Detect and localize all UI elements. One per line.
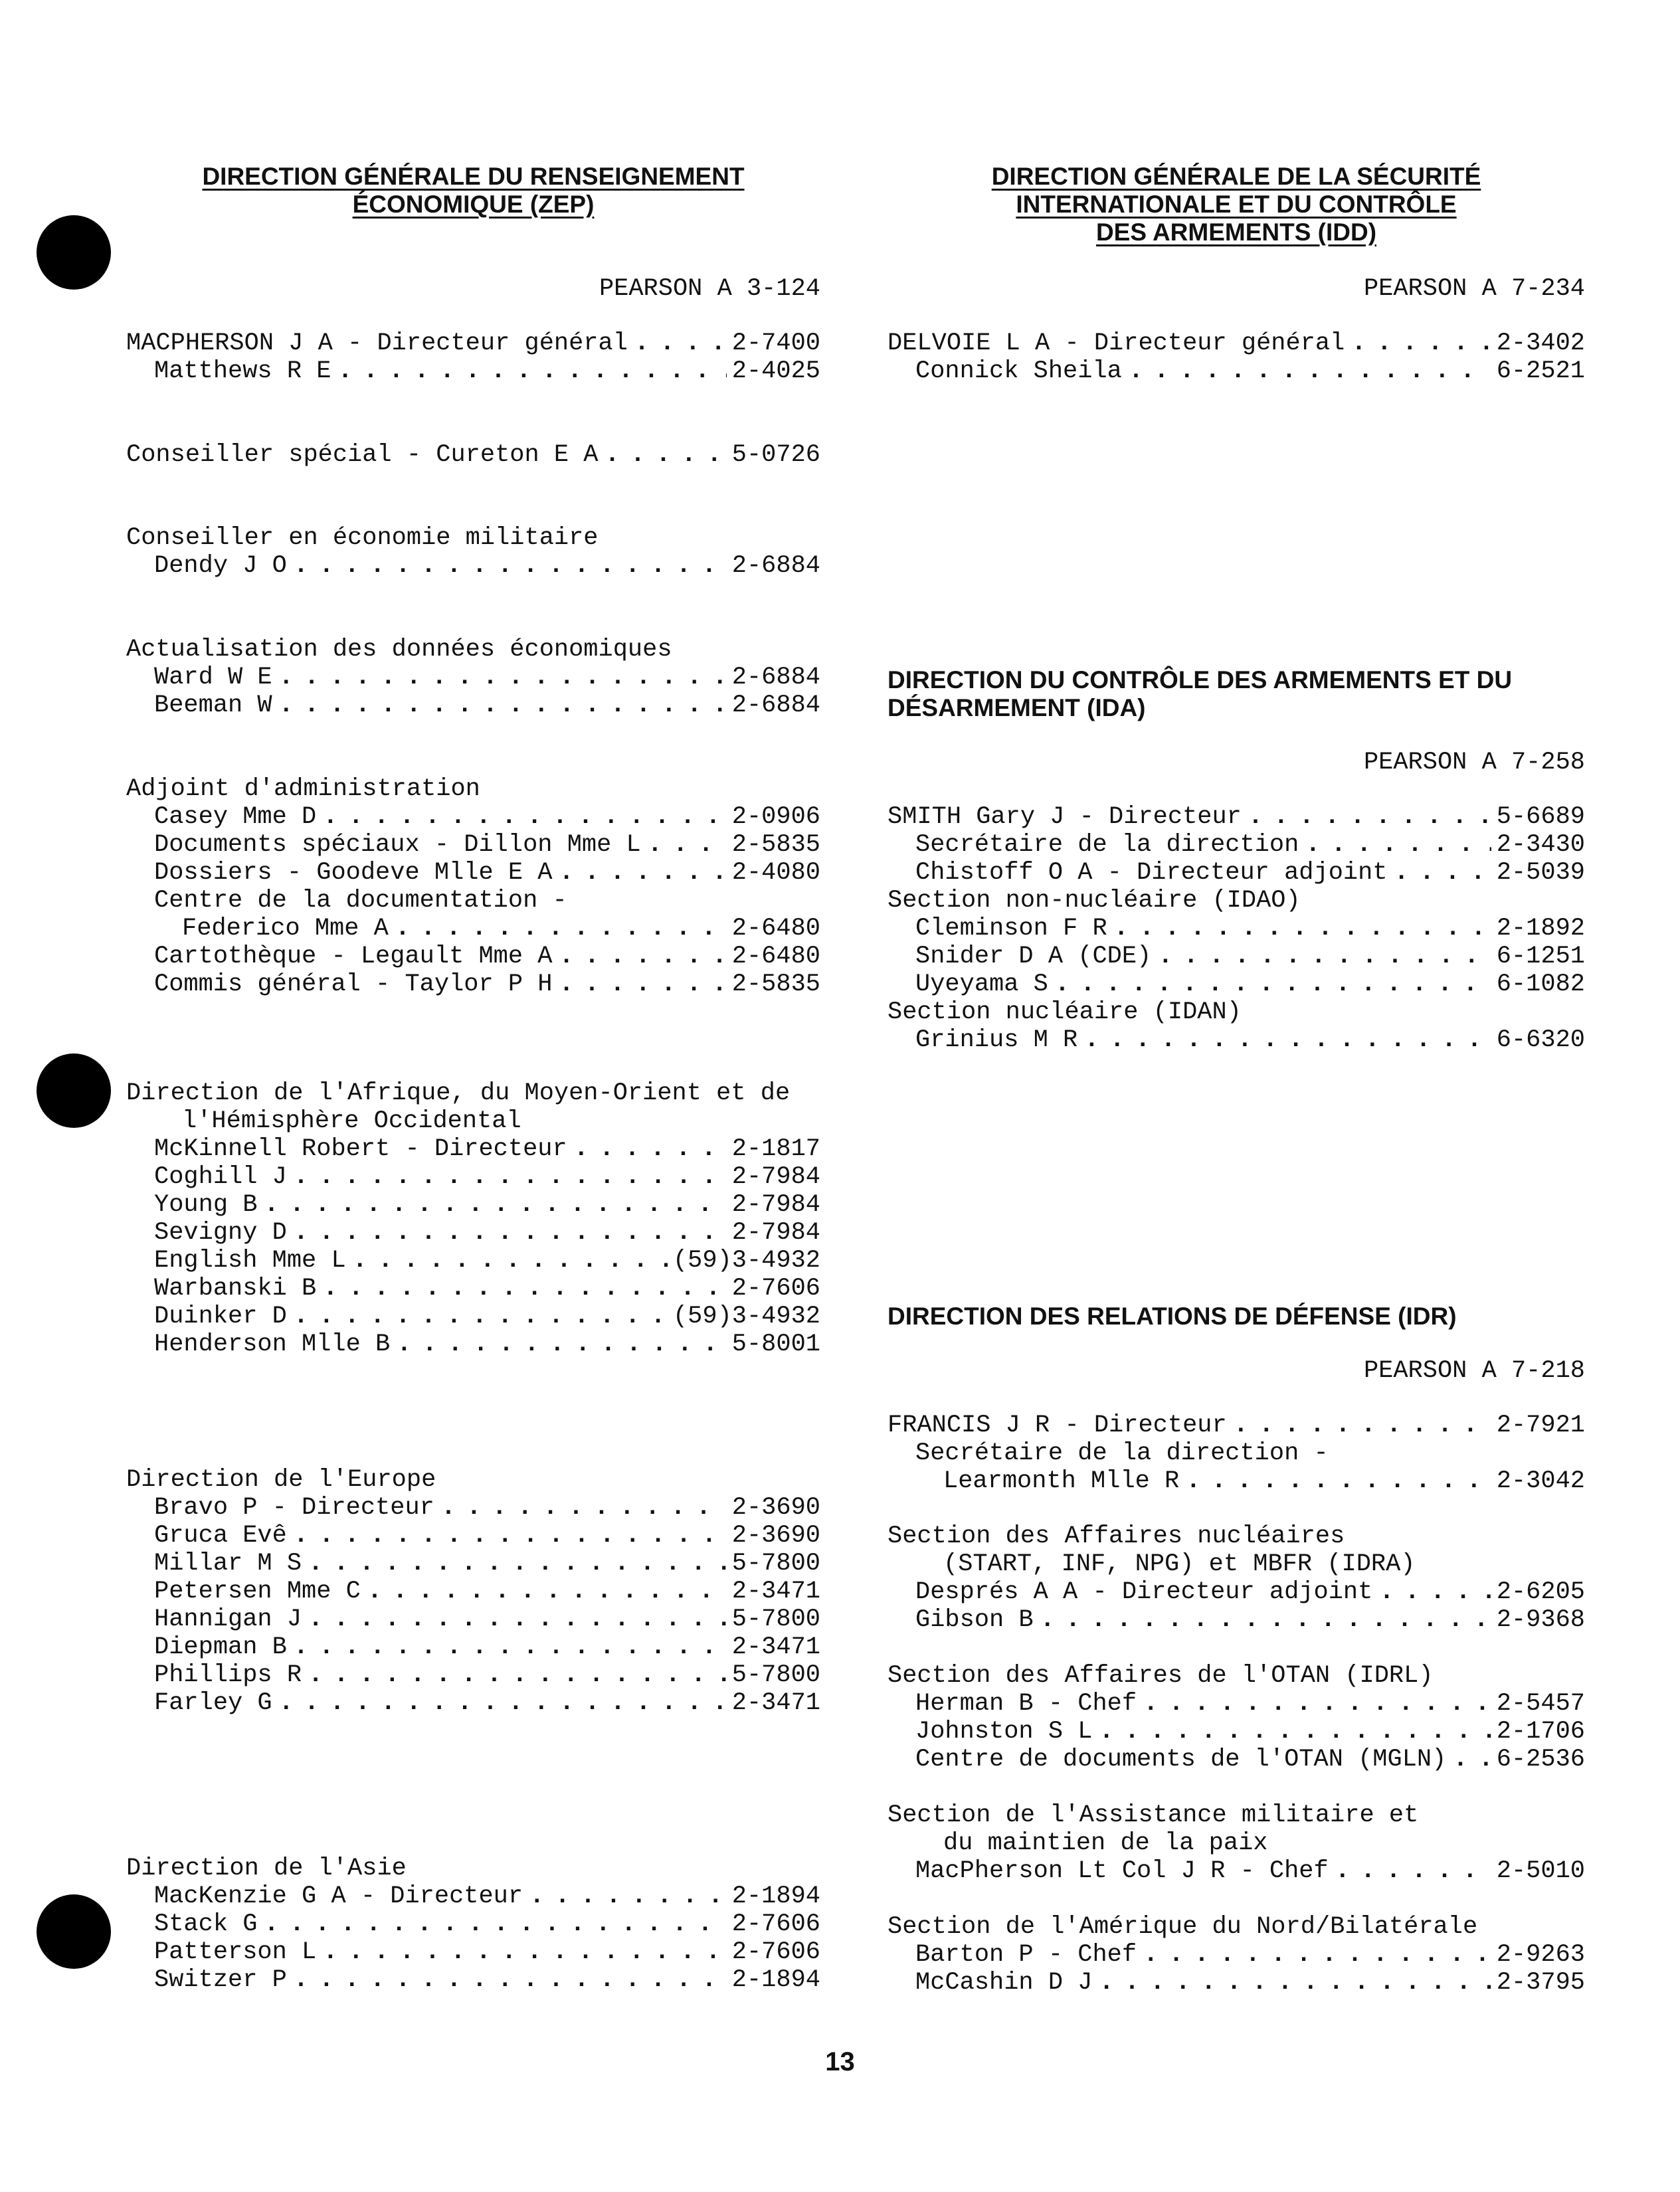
directory-entry [126, 1605, 820, 1633]
heading-line: DÉSARMEMENT (IDA) [887, 694, 1146, 721]
leader-dots [294, 1219, 727, 1247]
directory-entry [126, 357, 820, 385]
entry-phone: 2-7984 [731, 1219, 820, 1247]
entry-name: Dossiers - Goodeve Mlle E A [154, 859, 553, 887]
leader-dots [397, 1330, 727, 1358]
directory-list [126, 943, 820, 998]
leader-dots [1234, 1412, 1491, 1439]
entry-phone: 2-5835 [731, 831, 820, 859]
entry-phone: 2-1892 [1496, 915, 1585, 943]
leader-dots [1248, 803, 1491, 831]
directory-entry [126, 441, 820, 469]
section-title-cont: (START, INF, NPG) et MBFR (IDRA) [943, 1550, 1416, 1578]
leader-dots [1055, 970, 1491, 998]
section-subtitle: Secrétaire de la direction - [915, 1439, 1329, 1467]
directory-entry [126, 970, 820, 998]
binder-hole-middle [37, 1053, 111, 1128]
leader-dots [294, 1633, 727, 1661]
entry-name: FRANCIS J R - Directeur [887, 1412, 1227, 1439]
directory-entry [126, 803, 820, 831]
directory-entry [887, 1941, 1585, 1969]
page-number: 13 [825, 2047, 855, 2076]
leader-dots [559, 943, 727, 970]
entry-phone: 2-3430 [1496, 831, 1585, 859]
directory-entry [126, 943, 820, 970]
entry-name: Matthews R E [154, 357, 331, 385]
directory-entry [126, 1219, 820, 1247]
leader-dots [337, 357, 726, 385]
directory-entry [887, 1412, 1585, 1439]
section-subtitle: Centre de la documentation - [154, 887, 567, 915]
directory-entry [887, 1969, 1585, 1997]
entry-name: MacKenzie G A - Directeur [154, 1882, 523, 1910]
directory-list [126, 803, 820, 887]
directory-entry [887, 357, 1585, 385]
directory-entry [126, 1910, 820, 1938]
entry-name: Cartothèque - Legault Mme A [154, 943, 553, 970]
section-title: Direction de l'Asie [126, 1855, 407, 1882]
directory-entry [126, 552, 820, 580]
leader-dots [308, 1605, 727, 1633]
directory-entry [126, 691, 820, 719]
directory-entry [126, 831, 820, 859]
directory-entry [887, 329, 1585, 357]
entry-name: Connick Sheila [915, 357, 1122, 385]
entry-phone: 2-6884 [731, 691, 820, 719]
leader-dots [559, 859, 727, 887]
entry-name: Switzer P [154, 1966, 287, 1994]
entry-name: Cleminson F R [915, 915, 1107, 943]
heading-line: DIRECTION GÉNÉRALE DE LA SÉCURITÉ [991, 163, 1481, 190]
directory-entry [887, 1690, 1585, 1718]
directory-list [887, 1857, 1585, 1885]
entry-name: Casey Mme D [154, 803, 317, 831]
section-title: Section des Affaires de l'OTAN (IDRL) [887, 1662, 1434, 1690]
entry-name: Hannigan J [154, 1605, 302, 1633]
entry-name: Diepman B [154, 1633, 287, 1661]
right-section-heading [887, 163, 1585, 246]
leader-dots [1143, 1941, 1491, 1969]
directory-entry [126, 915, 820, 943]
entry-phone: 2-4025 [731, 357, 820, 385]
directory-entry [126, 1275, 820, 1303]
entry-name: Learmonth Mlle R [943, 1467, 1180, 1495]
entry-name: Ward W E [154, 664, 272, 691]
leader-dots [1305, 831, 1491, 859]
entry-name: Dendy J O [154, 552, 287, 580]
entry-phone: 5-6689 [1496, 803, 1585, 831]
entry-phone: 2-6205 [1496, 1578, 1585, 1606]
directory-entry [126, 1938, 820, 1966]
leader-dots [1099, 1718, 1491, 1746]
directory-list [126, 441, 820, 469]
entry-phone: 5-8001 [731, 1330, 820, 1358]
directory-entry [126, 1578, 820, 1605]
entry-phone: 6-1082 [1496, 970, 1585, 998]
section-title: Direction de l'Afrique, du Moyen-Orient et de [126, 1079, 791, 1107]
heading-line: DIRECTION DU CONTRÔLE DES ARMEMENTS ET DU [887, 666, 1513, 693]
entry-name: Duinker D [154, 1303, 287, 1330]
directory-entry [887, 1578, 1585, 1606]
entry-phone: 2-7606 [731, 1910, 820, 1938]
leader-dots [294, 1303, 668, 1330]
entry-phone: (59)3-4932 [672, 1303, 820, 1330]
directory-entry [887, 1467, 1585, 1495]
directory-list [126, 1135, 820, 1358]
section-title: Section non-nucléaire (IDAO) [887, 887, 1301, 915]
directory-list [126, 329, 820, 385]
directory-entry [126, 664, 820, 691]
directory-entry [887, 831, 1585, 859]
entry-name: Gruca Evê [154, 1522, 287, 1550]
entry-phone: 2-5457 [1496, 1690, 1585, 1718]
leader-dots [279, 664, 727, 691]
directory-entry [126, 1247, 820, 1275]
section-title: Section de l'Assistance militaire et [887, 1801, 1419, 1829]
entry-name: McCashin D J [915, 1969, 1093, 1997]
heading-line: ÉCONOMIQUE (ZEP) [352, 191, 595, 218]
leader-dots [1129, 357, 1491, 385]
entry-phone: 2-7606 [731, 1275, 820, 1303]
leader-dots [395, 915, 727, 943]
directory-entry [126, 329, 820, 357]
entry-phone: 5-7800 [731, 1550, 820, 1578]
directory-list [887, 803, 1585, 831]
leader-dots [308, 1550, 727, 1578]
leader-dots [1099, 1969, 1491, 1997]
entry-phone: 2-3690 [731, 1494, 820, 1522]
directory-entry [887, 859, 1585, 887]
entry-name: Centre de documents de l'OTAN (MGLN) [915, 1746, 1447, 1774]
directory-list [887, 1690, 1585, 1774]
entry-phone: 2-7606 [731, 1938, 820, 1966]
directory-entry [887, 915, 1585, 943]
entry-phone: 2-1894 [731, 1966, 820, 1994]
directory-entry [887, 1026, 1585, 1054]
leader-dots [323, 1938, 727, 1966]
entry-name: MACPHERSON J A - Directeur général [126, 329, 628, 357]
directory-entry [126, 1330, 820, 1358]
entry-phone: (59)3-4932 [672, 1247, 820, 1275]
entry-name: Beeman W [154, 691, 272, 719]
idr-heading: DIRECTION DES RELATIONS DE DÉFENSE (IDR) [887, 1303, 1457, 1330]
entry-phone: 2-3042 [1496, 1467, 1585, 1495]
directory-entry [887, 943, 1585, 970]
entry-phone: 2-6884 [731, 552, 820, 580]
entry-name: Millar M S [154, 1550, 302, 1578]
left-section-heading [126, 163, 820, 219]
entry-phone: 2-5010 [1496, 1857, 1585, 1885]
heading-line: DES ARMEMENTS (IDD) [1095, 219, 1377, 246]
directory-list [887, 1941, 1585, 1997]
entry-name: English Mme L [154, 1247, 346, 1275]
entry-phone: 2-3471 [731, 1633, 820, 1661]
leader-dots [1084, 1026, 1491, 1054]
entry-phone: 2-4080 [731, 859, 820, 887]
entry-phone: 2-6480 [731, 915, 820, 943]
section-title: Conseiller en économie militaire [126, 524, 599, 552]
section-title: Actualisation des données économiques [126, 636, 672, 664]
directory-entry [887, 1606, 1585, 1634]
entry-name: Barton P - Chef [915, 1941, 1137, 1969]
entry-name: Stack G [154, 1910, 258, 1938]
leader-dots [294, 552, 727, 580]
entry-phone: 5-0726 [731, 441, 820, 469]
directory-list [126, 1494, 820, 1717]
entry-phone: 2-7984 [731, 1163, 820, 1191]
leader-dots [1453, 1746, 1491, 1774]
entry-phone: 6-1251 [1496, 943, 1585, 970]
leader-dots [648, 831, 727, 859]
directory-entry [887, 803, 1585, 831]
leader-dots [1158, 943, 1491, 970]
entry-name: Phillips R [154, 1661, 302, 1689]
entry-phone: 2-6884 [731, 664, 820, 691]
leader-dots [264, 1191, 726, 1219]
entry-phone: 2-7921 [1496, 1412, 1585, 1439]
leader-dots [1379, 1578, 1491, 1606]
entry-phone: 2-1706 [1496, 1718, 1585, 1746]
leader-dots [1143, 1690, 1491, 1718]
entry-name: Gibson B [915, 1606, 1034, 1634]
entry-phone: 2-9368 [1496, 1606, 1585, 1634]
directory-entry [126, 1494, 820, 1522]
directory-entry [126, 1966, 820, 1994]
entry-name: Federico Mme A [182, 915, 389, 943]
entry-name: Snider D A (CDE) [915, 943, 1152, 970]
entry-phone: 2-7984 [731, 1191, 820, 1219]
entry-phone: 5-7800 [731, 1605, 820, 1633]
entry-phone: 2-1817 [731, 1135, 820, 1163]
entry-phone: 6-6320 [1496, 1026, 1585, 1054]
entry-name: Farley G [154, 1689, 272, 1717]
directory-entry [126, 1689, 820, 1717]
directory-list [887, 1026, 1585, 1054]
leader-dots [1040, 1606, 1491, 1634]
entry-name: Warbanski B [154, 1275, 317, 1303]
section-title-cont: du maintien de la paix [943, 1829, 1268, 1857]
section-title: Section nucléaire (IDAN) [887, 998, 1242, 1026]
section-title: Adjoint d'administration [126, 775, 480, 803]
heading-line: INTERNATIONALE ET DU CONTRÔLE [1016, 191, 1457, 218]
binder-hole-bottom [37, 1894, 111, 1969]
entry-phone: 2-5835 [731, 970, 820, 998]
directory-list [887, 329, 1585, 385]
entry-name: Grinius M R [915, 1026, 1078, 1054]
directory-list [126, 552, 820, 580]
directory-entry [887, 970, 1585, 998]
entry-name: Sevigny D [154, 1219, 287, 1247]
entry-name: Documents spéciaux - Dillon Mme L [154, 831, 641, 859]
section-title-cont: l'Hémisphère Occidental [182, 1107, 521, 1135]
directory-entry [126, 1550, 820, 1578]
directory-entry [126, 1661, 820, 1689]
room-number: PEARSON A 3-124 [599, 275, 820, 303]
binder-hole-top [37, 215, 111, 290]
directory-entry [126, 1882, 820, 1910]
directory-entry [126, 1135, 820, 1163]
directory-list [887, 915, 1585, 998]
leader-dots [1335, 1857, 1491, 1885]
directory-entry [126, 1163, 820, 1191]
entry-phone: 2-6480 [731, 943, 820, 970]
directory-list [126, 664, 820, 719]
section-title: Direction de l'Europe [126, 1466, 436, 1494]
leader-dots [529, 1882, 727, 1910]
leader-dots [294, 1522, 727, 1550]
entry-name: SMITH Gary J - Directeur [887, 803, 1242, 831]
entry-phone: 2-0906 [731, 803, 820, 831]
entry-name: Coghill J [154, 1163, 287, 1191]
directory-list [126, 915, 820, 943]
entry-name: DELVOIE L A - Directeur général [887, 329, 1345, 357]
directory-entry [126, 1633, 820, 1661]
entry-name: Commis général - Taylor P H [154, 970, 553, 998]
section-title: Section des Affaires nucléaires [887, 1522, 1345, 1550]
leader-dots [264, 1910, 726, 1938]
leader-dots [367, 1578, 727, 1605]
leader-dots [279, 1689, 727, 1717]
entry-name: Johnston S L [915, 1718, 1093, 1746]
entry-name: McKinnell Robert - Directeur [154, 1135, 567, 1163]
directory-list [887, 831, 1585, 887]
section-title: Section de l'Amérique du Nord/Bilatérale [887, 1913, 1478, 1941]
entry-phone: 2-1894 [731, 1882, 820, 1910]
leader-dots [1114, 915, 1491, 943]
entry-name: Herman B - Chef [915, 1690, 1137, 1718]
entry-phone: 2-3795 [1496, 1969, 1585, 1997]
entry-phone: 2-3471 [731, 1578, 820, 1605]
leader-dots [574, 1135, 727, 1163]
directory-entry [887, 1857, 1585, 1885]
leader-dots [1394, 859, 1491, 887]
leader-dots [1186, 1467, 1491, 1495]
directory-entry [126, 1522, 820, 1550]
directory-entry [126, 859, 820, 887]
entry-phone: 6-2536 [1496, 1746, 1585, 1774]
entry-phone: 2-3402 [1496, 329, 1585, 357]
entry-name: MacPherson Lt Col J R - Chef [915, 1857, 1329, 1885]
entry-name: Young B [154, 1191, 258, 1219]
directory-list [887, 1467, 1585, 1495]
directory-list [126, 1882, 820, 1994]
leader-dots [294, 1163, 727, 1191]
entry-name: Conseiller spécial - Cureton E A [126, 441, 599, 469]
entry-phone: 2-9263 [1496, 1941, 1585, 1969]
entry-name: Patterson L [154, 1938, 317, 1966]
leader-dots [1351, 329, 1491, 357]
entry-name: Bravo P - Directeur [154, 1494, 434, 1522]
directory-list [887, 1412, 1585, 1439]
entry-name: Uyeyama S [915, 970, 1048, 998]
directory-list [887, 1578, 1585, 1634]
leader-dots [605, 441, 727, 469]
ida-heading [887, 666, 1585, 722]
entry-name: Secrétaire de la direction [915, 831, 1299, 859]
leader-dots [559, 970, 727, 998]
entry-phone: 6-2521 [1496, 357, 1585, 385]
directory-entry [887, 1718, 1585, 1746]
leader-dots [634, 329, 727, 357]
entry-phone: 2-7400 [731, 329, 820, 357]
heading-line: DIRECTION GÉNÉRALE DU RENSEIGNEMENT [202, 163, 745, 190]
room-number: PEARSON A 7-234 [1363, 275, 1585, 303]
entry-name: Henderson Mlle B [154, 1330, 391, 1358]
leader-dots [323, 1275, 727, 1303]
leader-dots [441, 1494, 727, 1522]
entry-phone: 5-7800 [731, 1661, 820, 1689]
leader-dots [279, 691, 727, 719]
entry-phone: 2-3471 [731, 1689, 820, 1717]
entry-phone: 2-3690 [731, 1522, 820, 1550]
leader-dots [353, 1247, 668, 1275]
room-number: PEARSON A 7-258 [1363, 749, 1585, 776]
leader-dots [308, 1661, 727, 1689]
entry-name: Chistoff O A - Directeur adjoint [915, 859, 1388, 887]
directory-entry [887, 1746, 1585, 1774]
directory-entry [126, 1303, 820, 1330]
directory-entry [126, 1191, 820, 1219]
room-number: PEARSON A 7-218 [1363, 1357, 1585, 1385]
entry-name: Petersen Mme C [154, 1578, 361, 1605]
leader-dots [323, 803, 727, 831]
entry-name: Després A A - Directeur adjoint [915, 1578, 1373, 1606]
entry-phone: 2-5039 [1496, 859, 1585, 887]
leader-dots [294, 1966, 727, 1994]
